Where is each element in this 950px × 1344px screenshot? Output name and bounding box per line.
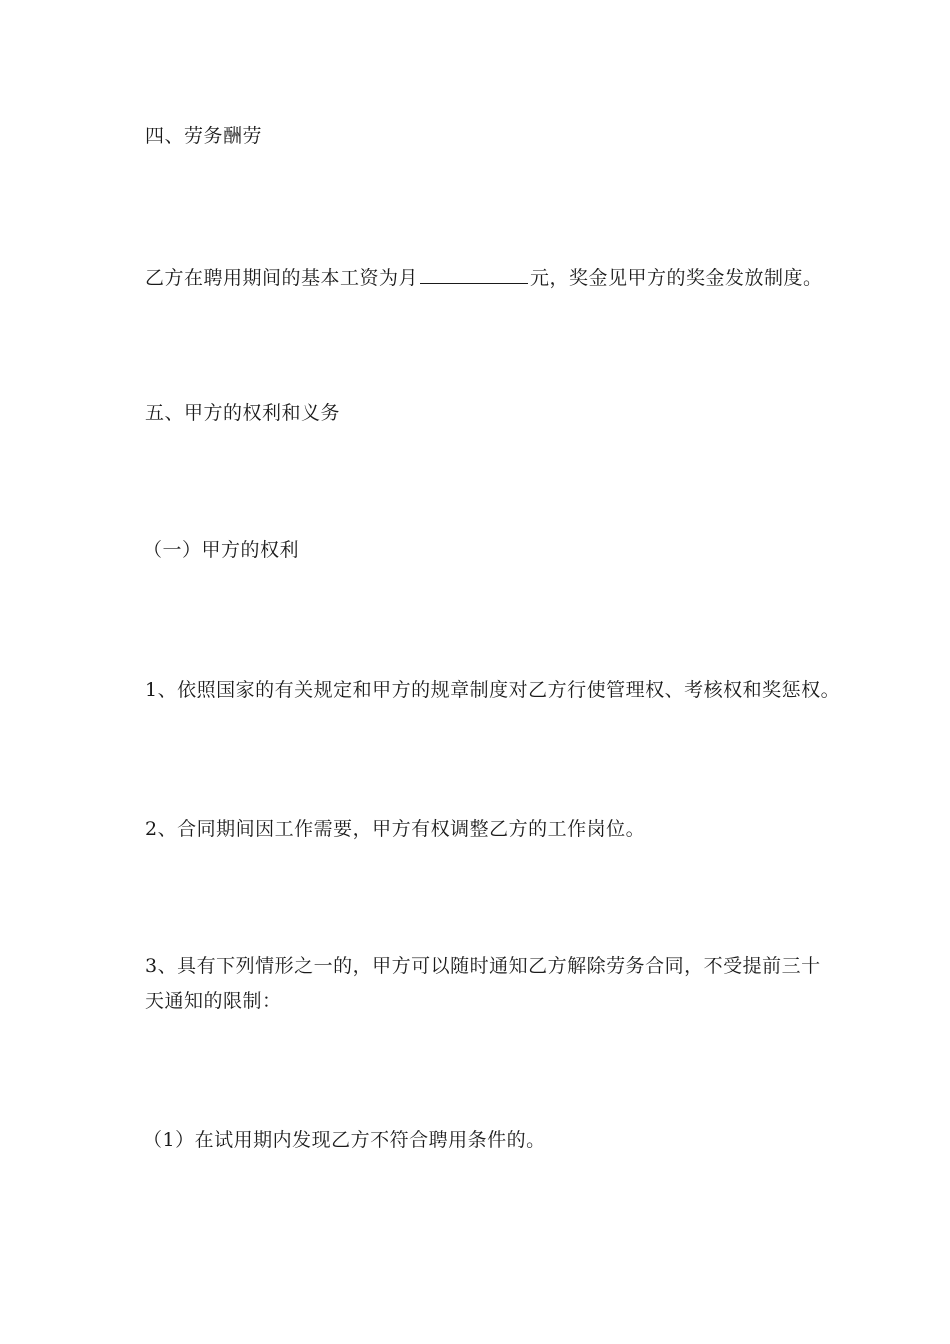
section-heading-remuneration: 四、劳务酬劳: [145, 125, 263, 147]
salary-text-after: 元，奖金见甲方的奖金发放制度。: [530, 267, 823, 289]
salary-text-before: 乙方在聘用期间的基本工资为月: [145, 267, 419, 289]
clause-item-3-line-2: 天通知的限制：: [145, 990, 282, 1012]
salary-paragraph: [145, 262, 823, 294]
clause-item-1: 1、依照国家的有关规定和甲方的规章制度对乙方行使管理权、考核权和奖惩权。: [145, 679, 841, 701]
clause-sub-item-1: （1）在试用期内发现乙方不符合聘用条件的。: [143, 1129, 546, 1151]
clause-item-2: 2、合同期间因工作需要，甲方有权调整乙方的工作岗位。: [145, 818, 646, 840]
clause-item-3-line-1: 3、具有下列情形之一的，甲方可以随时通知乙方解除劳务合同，不受提前三十: [145, 955, 821, 977]
salary-amount-blank: [420, 265, 528, 284]
subsection-heading-party-a-rights: （一）甲方的权利: [143, 539, 300, 561]
section-heading-party-a-rights-duties: 五、甲方的权利和义务: [145, 402, 341, 424]
